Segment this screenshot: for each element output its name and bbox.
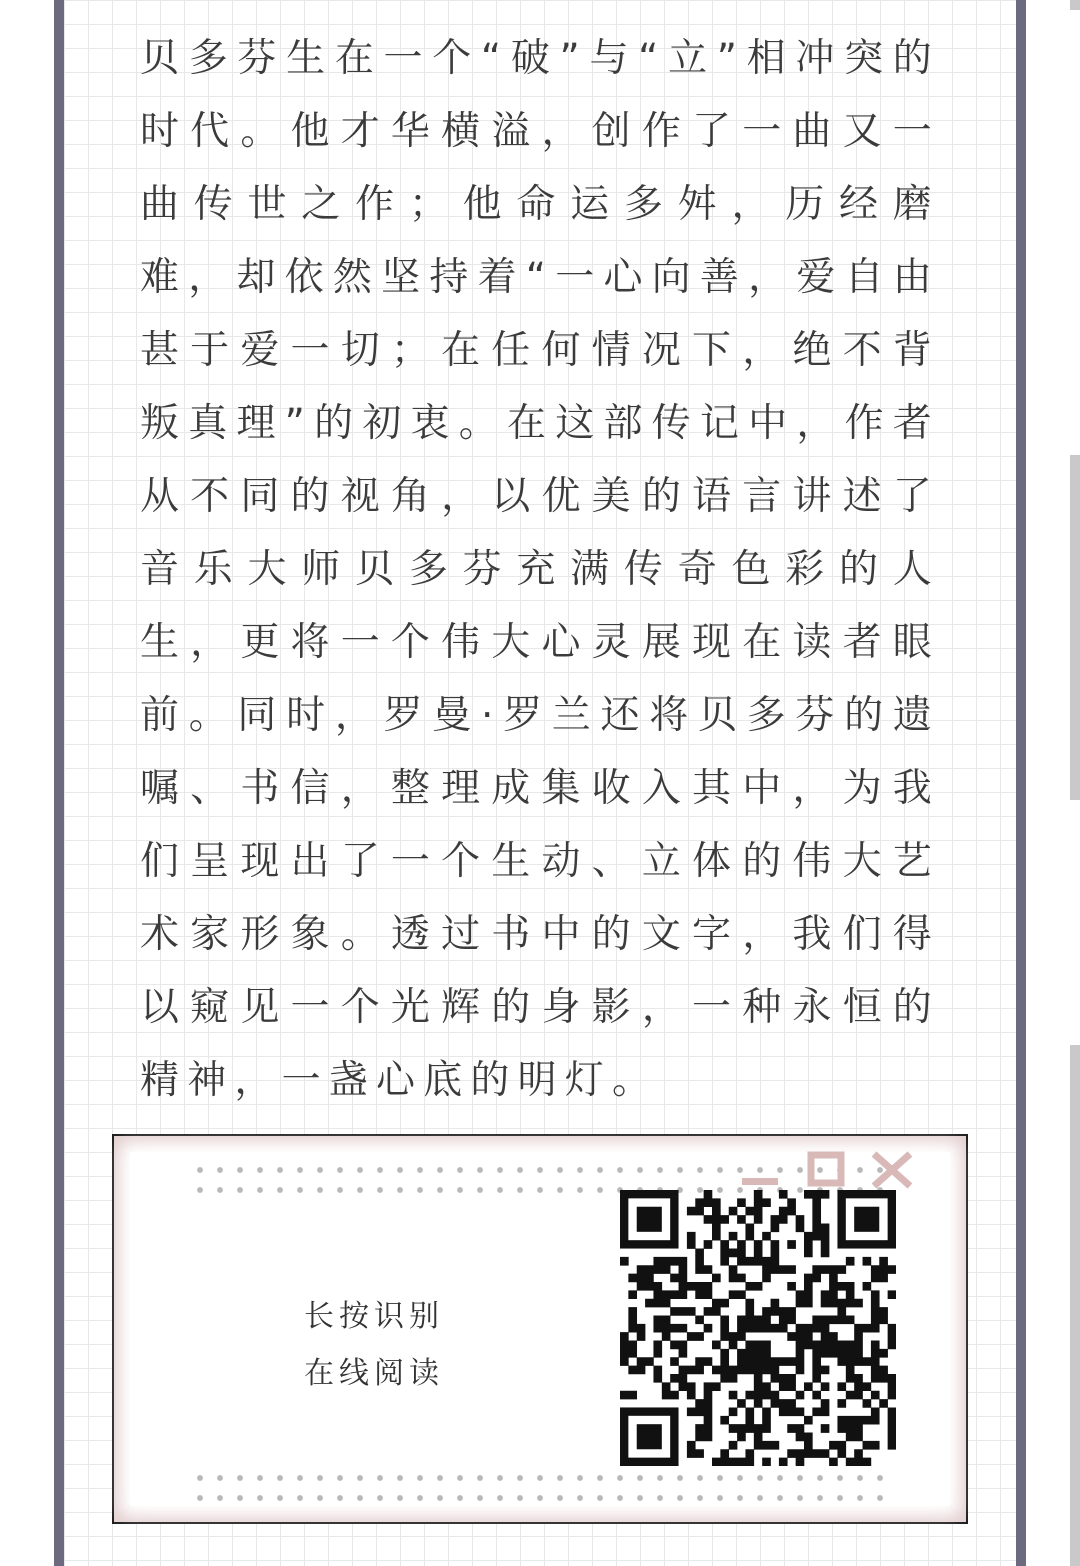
qr-code-icon[interactable] bbox=[620, 1190, 896, 1466]
right-frame-rail bbox=[1016, 0, 1026, 1566]
window-controls-decoration bbox=[740, 1150, 916, 1190]
article-body-text: 贝多芬生在一个“破”与“立”相冲突的时代。他才华横溢，创作了一曲又一曲传世之作；他命运多舛，历经磨难，却依然坚持着“一心向善，爱自由甚于爱一切；在任何情况下，绝不背叛真理”的初衷。在这部传记中，作者从不同的视角，以优美的语言讲述了音乐大师贝多芬充满传奇色彩的人生，更将一个伟大心灵展现在读者眼前。同时，罗曼·罗兰还将贝多芬的遗嘱、书信，整理成集收入其中，为我们呈现出了一个生动、立体的伟大艺术家形象。透过书中的文字，我们得以窥见一个光辉的身影，一种永恒的精神，一盏心底的明灯。 bbox=[140, 36, 940, 1103]
caption-line-long-press: 长按识别 bbox=[304, 1299, 444, 1334]
screen-edge-marks bbox=[1070, 0, 1080, 1566]
qr-caption bbox=[304, 1288, 444, 1402]
dot-pattern-bottom bbox=[190, 1466, 890, 1510]
minimize-icon bbox=[742, 1178, 778, 1185]
maximize-icon bbox=[811, 1155, 841, 1183]
caption-line-read-online: 在线阅读 bbox=[304, 1356, 444, 1391]
close-icon bbox=[874, 1154, 910, 1186]
left-frame-rail bbox=[54, 0, 64, 1566]
